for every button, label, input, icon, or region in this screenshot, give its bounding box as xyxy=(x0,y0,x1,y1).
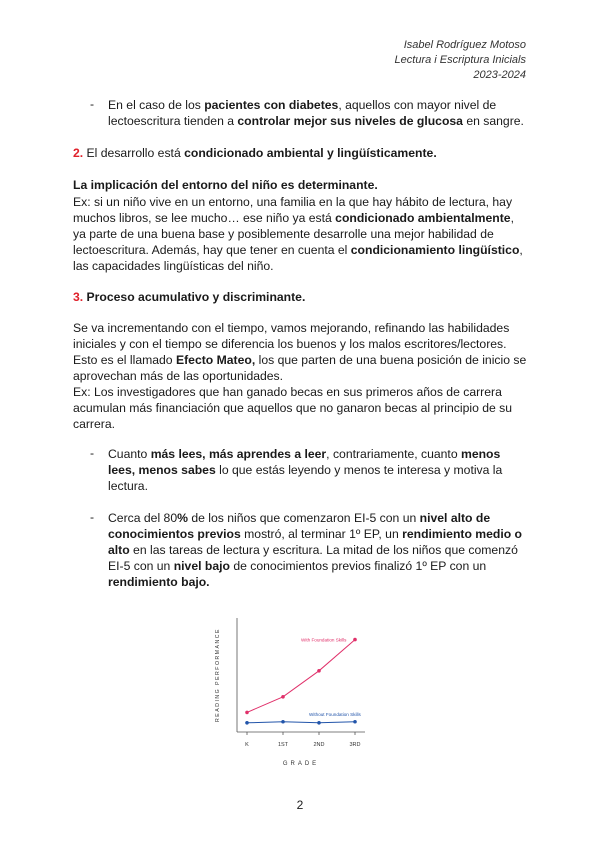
bullet-dash: - xyxy=(90,97,95,111)
text: , aquellos con mayor nivel de lectoescritura tienden a xyxy=(108,98,497,128)
text: , ya parte de una buena base y posiblemente desarrolle una mejor habilidad de lectoescritura. Además, hay que tener en cuenta el xyxy=(73,211,514,257)
bold-text: más lees, más aprendes a leer xyxy=(150,447,327,461)
text: Ex: Los investigadores que han ganado becas en sus primeros años de carrera acumulan más financiación que aquellos que no ganaron becas al principio de su carrera. xyxy=(73,385,513,431)
bullet-dash: - xyxy=(90,446,95,460)
text: Cuanto xyxy=(108,447,151,461)
text: El desarrollo está xyxy=(83,146,185,160)
header-author: Isabel Rodríguez Motoso xyxy=(403,39,526,51)
bold-text: pacientes con diabetes xyxy=(204,98,339,112)
series-label: Without Foundation Skills xyxy=(309,711,361,717)
header-course: Lectura i Escriptura Inicials xyxy=(394,54,526,66)
data-point xyxy=(281,695,285,699)
x-tick-label: 1ST xyxy=(277,742,289,748)
bold-text: nivel alto de conocimientos previos xyxy=(108,511,491,541)
x-tick-label: 2ND xyxy=(313,742,325,748)
section-3-heading xyxy=(73,290,305,304)
data-point xyxy=(245,721,249,725)
bold-text: rendimiento medio o alto xyxy=(108,527,522,557)
text: lo que estás leyendo y menos te interesa y motiva la lectura. xyxy=(108,463,503,493)
text: de conocimientos previos finalizó 1º EP con un xyxy=(229,559,487,573)
bold-text: condicionamiento lingüístico xyxy=(350,243,520,257)
text: en las tareas de lectura y escritura. La mitad de los niños que comenzó EI-5 con un xyxy=(108,543,518,573)
data-point xyxy=(245,711,249,715)
bullet-80-percent xyxy=(108,510,528,590)
data-point xyxy=(317,721,321,725)
bold-text: Efecto Mateo, xyxy=(175,353,256,367)
header-year: 2023-2024 xyxy=(473,69,526,81)
page-number: 2 xyxy=(296,798,304,812)
text: los que parten de una buena posición de inicio se aprovechan más de las oportunidades. xyxy=(73,353,527,383)
bold-text: condicionado ambiental y lingüísticamente. xyxy=(184,146,437,160)
text: , contrariamente, cuanto xyxy=(326,447,461,461)
page-header xyxy=(395,38,526,83)
reading-performance-chart xyxy=(205,610,380,770)
y-axis-label: READING PERFORMANCE xyxy=(215,628,221,722)
text: Ex: si un niño vive en un entorno, una familia en la que hay hábito de lectura, hay muchos libros, se lee mucho… ese niño ya está xyxy=(73,195,513,225)
section-number: 2. xyxy=(73,146,84,160)
bold-text: % xyxy=(177,511,188,525)
section-2-heading xyxy=(73,146,533,160)
section-number: 3. xyxy=(73,290,84,304)
paragraph-entorno xyxy=(73,194,529,274)
text: de los niños que comenzaron EI-5 con un xyxy=(187,511,420,525)
x-axis-label: GRADE xyxy=(282,761,320,767)
bullet-dash: - xyxy=(90,510,95,524)
bullet-mas-lees xyxy=(108,446,528,494)
text: mostró, al terminar 1º EP, un xyxy=(240,527,403,541)
text: , las capacidades lingüísticas del niño. xyxy=(73,243,523,273)
subheading-entorno: La implicación del entorno del niño es determinante. xyxy=(73,178,378,192)
text: En el caso de los xyxy=(108,98,205,112)
bold-text: nivel bajo xyxy=(173,559,230,573)
text: Se va incrementando con el tiempo, vamos mejorando, refinando las habilidades iniciales y con el tiempo se diferencia los buenos y los malos escritores/lectores. Esto es el llamado xyxy=(73,321,510,367)
bold-text: rendimiento bajo. xyxy=(108,575,210,589)
data-point xyxy=(317,669,321,673)
bold-text: Proceso acumulativo y discriminante. xyxy=(83,290,306,304)
x-tick-label: 3RD xyxy=(349,742,361,748)
paragraph-efecto-mateo xyxy=(73,320,533,432)
series-line xyxy=(247,722,355,723)
bullet-diabetes xyxy=(108,97,528,129)
bold-text: condicionado ambientalmente xyxy=(335,211,511,225)
x-tick-label: K xyxy=(245,742,249,748)
data-point xyxy=(353,720,357,724)
bold-text: menos lees, menos sabes xyxy=(108,447,501,477)
text: en sangre. xyxy=(462,114,524,128)
series-label: With Foundation Skills xyxy=(301,637,347,643)
data-point xyxy=(353,638,357,642)
series-line xyxy=(247,637,355,713)
data-point xyxy=(281,720,285,724)
text: Cerca del 80 xyxy=(108,511,178,525)
bold-text: controlar mejor sus niveles de glucosa xyxy=(237,114,463,128)
